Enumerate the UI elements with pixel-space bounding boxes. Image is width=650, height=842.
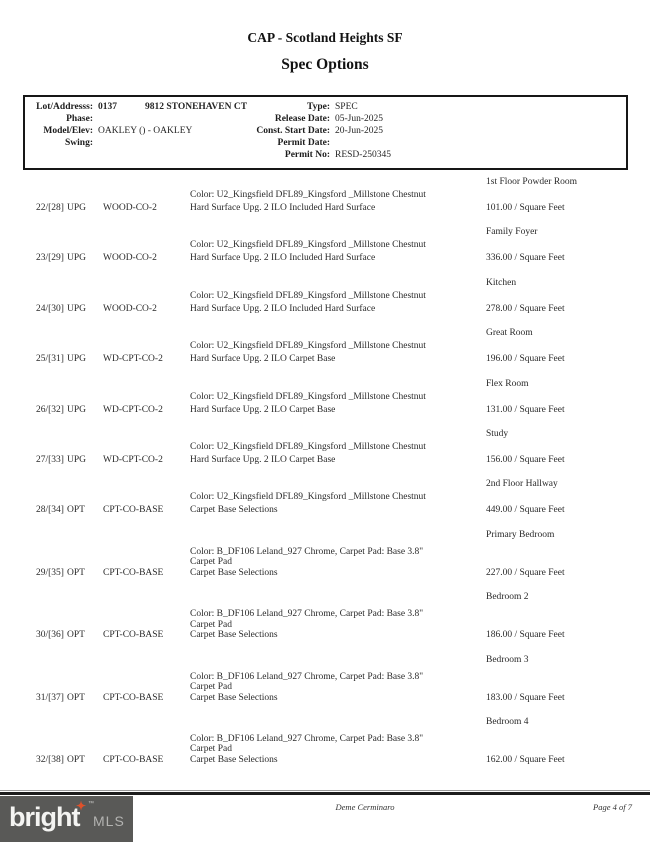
row-id: 23/[29] — [36, 253, 64, 264]
row-code: CPT-CO-BASE — [103, 692, 164, 703]
row-room: 1st Floor Powder Room — [486, 177, 578, 187]
row-desc-line: Carpet Base Selections — [190, 630, 278, 641]
spec-row — [0, 716, 650, 778]
row-code: CPT-CO-BASE — [103, 754, 164, 765]
row-desc-line: Carpet Pad — [190, 557, 232, 568]
row-type: UPG — [67, 303, 87, 314]
row-code: WD-CPT-CO-2 — [103, 454, 163, 465]
swing-label: Swing: — [65, 138, 93, 148]
property-info-box — [23, 95, 628, 170]
row-code: WD-CPT-CO-2 — [103, 354, 163, 365]
release-date-value: 05-Jun-2025 — [335, 114, 384, 124]
row-type: UPG — [67, 203, 87, 213]
bright-mls-star-icon: ✦ — [76, 799, 87, 813]
row-desc-line: Carpet Pad — [190, 682, 232, 693]
spec-row — [0, 591, 650, 653]
bright-mls-logo — [0, 796, 133, 842]
row-desc-line: Hard Surface Upg. 2 ILO Included Hard Surface — [190, 253, 376, 264]
row-type: OPT — [67, 505, 85, 516]
row-desc-line: Color: U2_Kingsfield DFL89_Kingsford _Millstone Chestnut — [190, 341, 426, 352]
row-room: Primary Bedroom — [486, 529, 555, 540]
row-desc-line: Carpet Base Selections — [190, 692, 278, 703]
row-type: OPT — [67, 630, 85, 641]
release-date-label: Release Date: — [274, 114, 330, 124]
spec-row — [0, 277, 650, 327]
permit-no-label: Permit No: — [284, 150, 330, 160]
type-value: SPEC — [335, 102, 358, 112]
row-desc-line: Hard Surface Upg. 2 ILO Carpet Base — [190, 404, 336, 415]
row-desc-line: Color: U2_Kingsfield DFL89_Kingsford _Millstone Chestnut — [190, 290, 426, 301]
spec-row — [0, 378, 650, 428]
row-desc-line: Color: B_DF106 Leland_927 Chrome, Carpet Pad: Base 3.8" — [190, 733, 424, 744]
spec-row — [0, 654, 650, 716]
row-quantity: 101.00 / Square Feet — [486, 203, 565, 213]
const-start-date-value: 20-Jun-2025 — [335, 126, 384, 136]
row-desc-line: Color: U2_Kingsfield DFL89_Kingsford _Millstone Chestnut — [190, 441, 426, 452]
row-quantity: 196.00 / Square Feet — [486, 354, 565, 365]
row-quantity: 183.00 / Square Feet — [486, 692, 565, 703]
spec-row — [0, 176, 650, 226]
model-elev-label: Model/Elev: — [43, 126, 93, 136]
row-id: 25/[31] — [36, 354, 64, 365]
prepared-by-name: Deme Cerminaro — [335, 802, 395, 812]
row-desc-line: Color: B_DF106 Leland_927 Chrome, Carpet Pad: Base 3.8" — [190, 671, 424, 682]
row-desc-line: Carpet Base Selections — [190, 505, 278, 516]
row-desc-line: Color: U2_Kingsfield DFL89_Kingsford _Millstone Chestnut — [190, 391, 426, 402]
row-desc-line: Carpet Pad — [190, 619, 232, 630]
row-room: Flex Room — [486, 378, 529, 389]
row-desc-line: Hard Surface Upg. 2 ILO Included Hard Surface — [190, 303, 376, 314]
bright-mls-logo-suffix: MLS — [93, 813, 125, 829]
row-desc-line: Color: B_DF106 Leland_927 Chrome, Carpet Pad: Base 3.8" — [190, 546, 424, 557]
row-desc-line: Carpet Base Selections — [190, 754, 278, 765]
trademark-symbol: ™ — [88, 801, 94, 807]
row-quantity: 162.00 / Square Feet — [486, 754, 565, 765]
street-address: 9812 STONEHAVEN CT — [145, 102, 248, 112]
permit-date-label: Permit Date: — [277, 138, 330, 148]
row-room: Bedroom 4 — [486, 716, 529, 727]
lot-number: 0137 — [98, 102, 117, 112]
footer-divider-thick — [0, 792, 650, 795]
row-desc-line: Hard Surface Upg. 2 ILO Carpet Base — [190, 354, 336, 365]
lot-address-label: Lot/Addresss: — [36, 102, 93, 112]
row-code: WOOD-CO-2 — [103, 203, 157, 213]
row-id: 27/[33] — [36, 454, 64, 465]
row-quantity: 186.00 / Square Feet — [486, 630, 565, 641]
const-start-date-label: Const. Start Date: — [256, 126, 330, 136]
row-desc-line: Hard Surface Upg. 2 ILO Carpet Base — [190, 454, 336, 465]
footer-divider-thin — [0, 790, 650, 791]
row-desc-line: Color: B_DF106 Leland_927 Chrome, Carpet Pad: Base 3.8" — [190, 609, 424, 620]
document-title: CAP - Scotland Heights SF — [247, 30, 403, 45]
row-quantity: 156.00 / Square Feet — [486, 454, 565, 465]
row-id: 24/[30] — [36, 303, 64, 314]
row-type: OPT — [67, 567, 85, 578]
spec-row — [0, 428, 650, 478]
row-type: OPT — [67, 754, 85, 765]
row-room: Bedroom 3 — [486, 654, 529, 665]
spec-row — [0, 529, 650, 591]
row-quantity: 336.00 / Square Feet — [486, 253, 565, 264]
bright-mls-logo-text: bright — [9, 802, 80, 832]
row-type: OPT — [67, 692, 85, 703]
row-code: WOOD-CO-2 — [103, 253, 157, 264]
type-label: Type: — [306, 102, 330, 112]
row-code: CPT-CO-BASE — [103, 567, 164, 578]
row-room: Great Room — [486, 328, 533, 339]
row-room: Bedroom 2 — [486, 592, 529, 603]
model-elev-value: OAKLEY () - OAKLEY — [98, 126, 193, 136]
row-desc-line: Color: U2_Kingsfield DFL89_Kingsford _Millstone Chestnut — [190, 190, 426, 200]
spec-row — [0, 478, 650, 528]
spec-options-table — [0, 176, 650, 778]
row-code: CPT-CO-BASE — [103, 630, 164, 641]
row-room: Kitchen — [486, 277, 517, 288]
row-code: WD-CPT-CO-2 — [103, 404, 163, 415]
row-quantity: 449.00 / Square Feet — [486, 505, 565, 516]
row-desc-line: Hard Surface Upg. 2 ILO Included Hard Surface — [190, 203, 376, 213]
row-desc-line: Carpet Pad — [190, 744, 232, 755]
row-type: UPG — [67, 454, 87, 465]
row-desc-line: Color: U2_Kingsfield DFL89_Kingsford _Millstone Chestnut — [190, 492, 426, 503]
row-id: 28/[34] — [36, 505, 64, 516]
document-subtitle: Spec Options — [281, 56, 369, 73]
row-room: Study — [486, 428, 509, 439]
page-number: Page 4 of 7 — [593, 802, 632, 812]
row-id: 29/[35] — [36, 567, 64, 578]
permit-no-value: RESD-250345 — [335, 150, 391, 160]
row-type: UPG — [67, 404, 87, 415]
spec-row — [0, 226, 650, 276]
phase-label: Phase: — [66, 114, 93, 124]
row-id: 26/[32] — [36, 404, 64, 415]
row-desc-line: Carpet Base Selections — [190, 567, 278, 578]
row-quantity: 131.00 / Square Feet — [486, 404, 565, 415]
row-room: 2nd Floor Hallway — [486, 479, 558, 490]
row-type: UPG — [67, 354, 87, 365]
row-code: WOOD-CO-2 — [103, 303, 157, 314]
row-code: CPT-CO-BASE — [103, 505, 164, 516]
row-desc-line: Color: U2_Kingsfield DFL89_Kingsford _Millstone Chestnut — [190, 240, 426, 251]
row-room: Family Foyer — [486, 227, 538, 238]
row-quantity: 227.00 / Square Feet — [486, 567, 565, 578]
row-quantity: 278.00 / Square Feet — [486, 303, 565, 314]
row-type: UPG — [67, 253, 87, 264]
row-id: 32/[38] — [36, 754, 64, 765]
row-id: 30/[36] — [36, 630, 64, 641]
row-id: 22/[28] — [36, 203, 64, 213]
spec-row — [0, 327, 650, 377]
row-id: 31/[37] — [36, 692, 64, 703]
